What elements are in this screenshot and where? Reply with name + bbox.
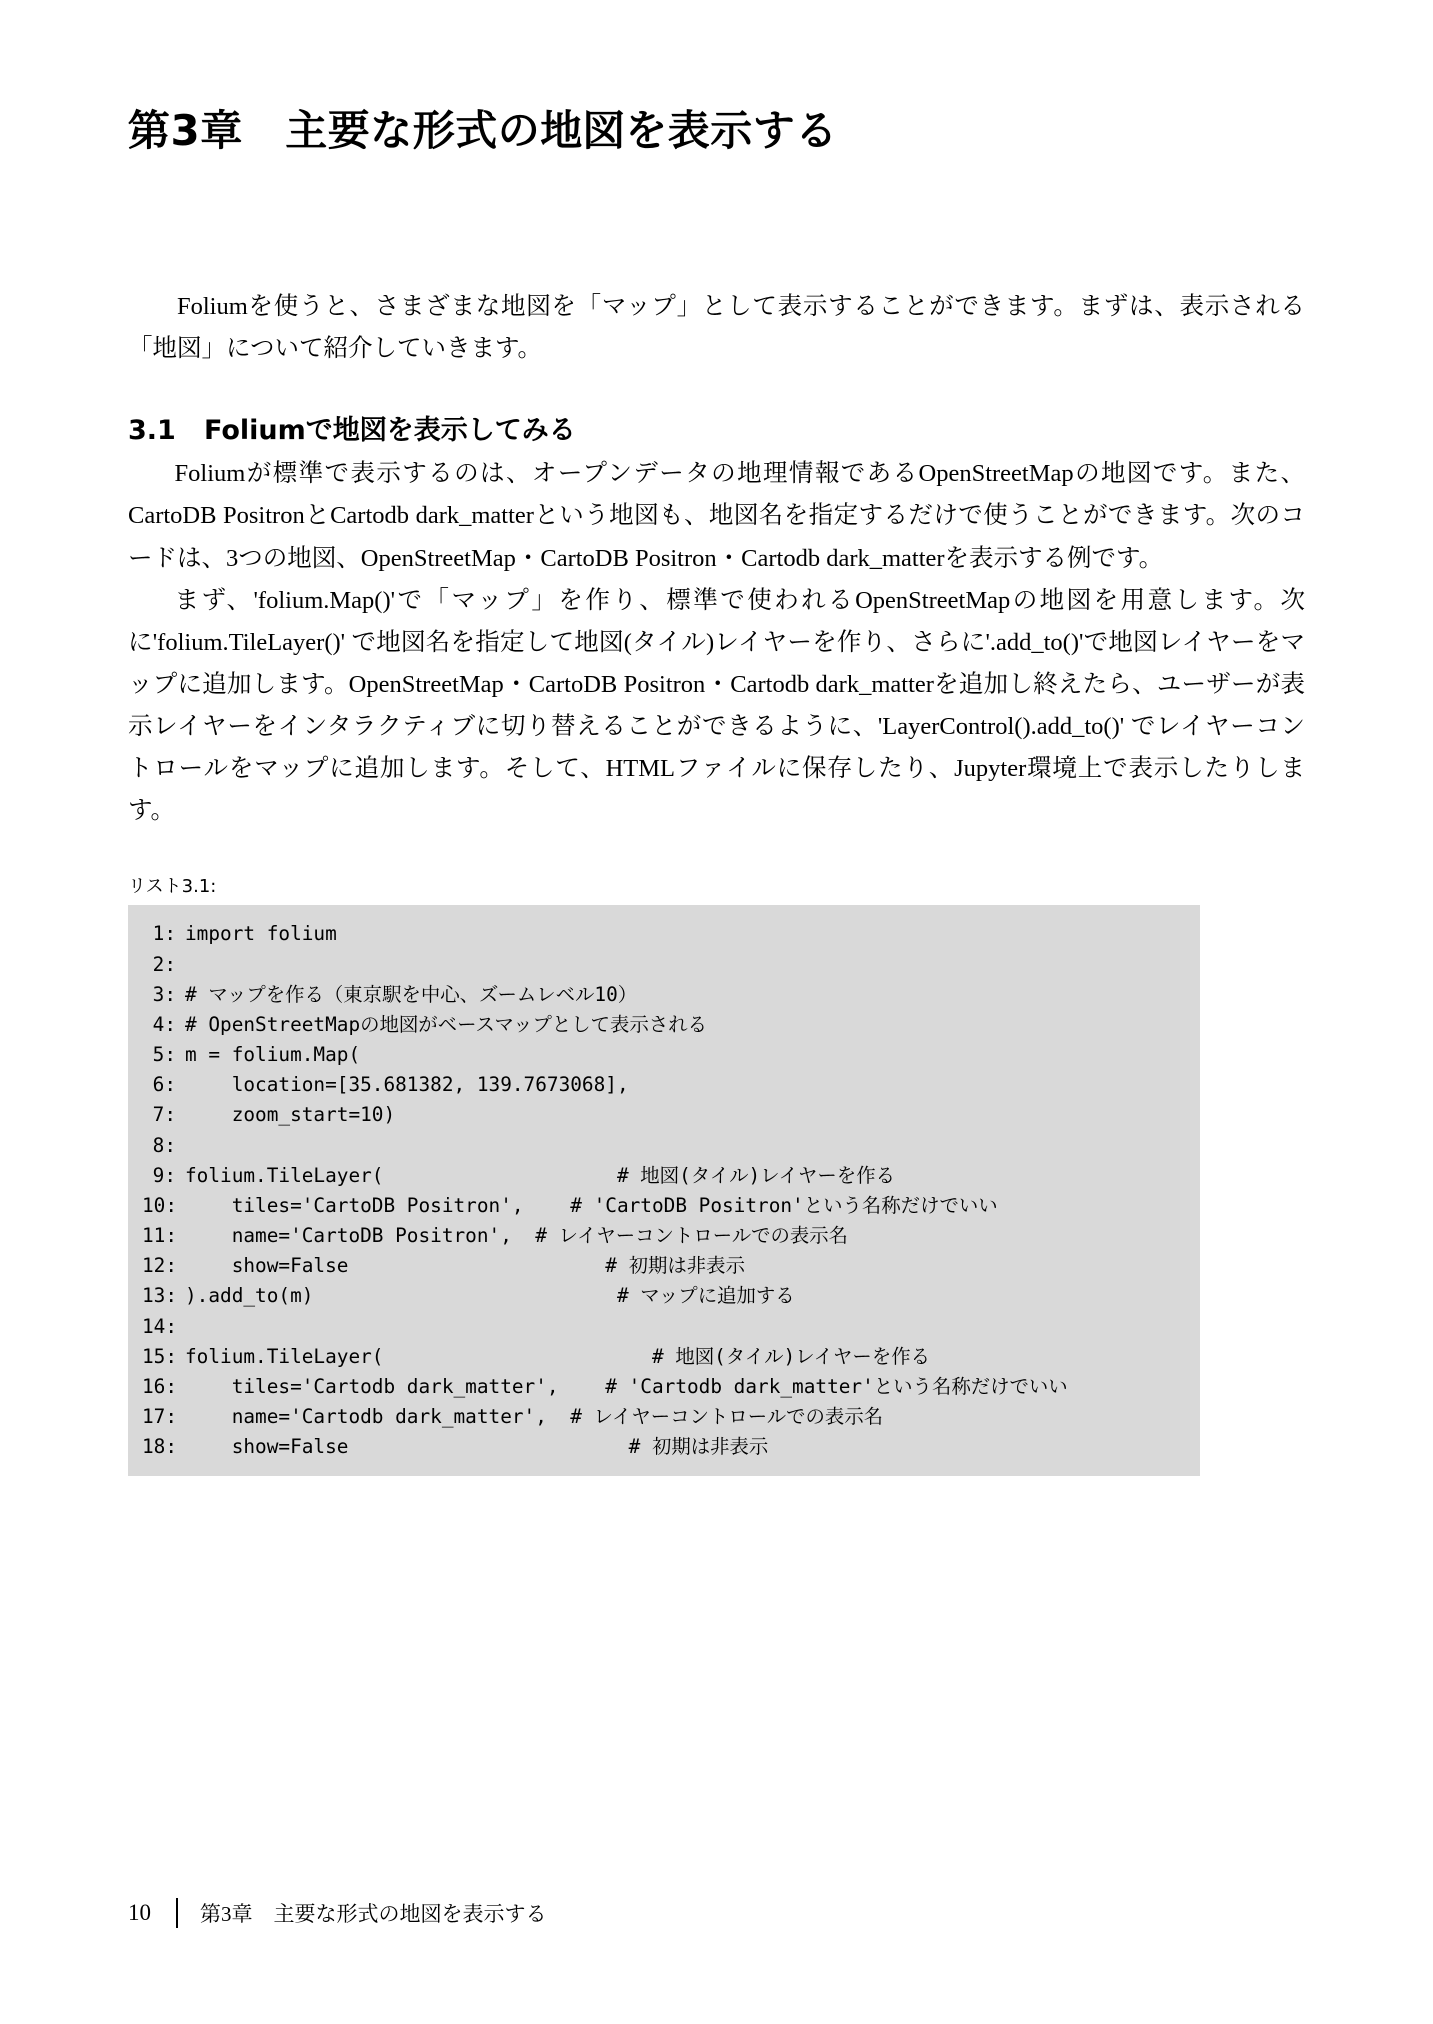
code-text: m = folium.Map( [185,1043,361,1067]
code-line [128,919,1200,949]
code-line [128,1100,1200,1130]
code-text: import folium [185,922,337,946]
line-number: 16: [142,1374,178,1398]
chapter-title: 第3章 主要な形式の地図を表示する [128,106,838,155]
code-text: tiles='Cartodb dark_matter', # 'Cartodb dark_matter'という名称だけでいい [185,1374,1068,1398]
body-paragraph-2: まず、'folium.Map()'で「マップ」を作り、標準で使われるOpenStreetMapの地図を用意します。次に'folium.TileLayer()' で地図名を指定して地図(タイル)レイヤーを作り、さらに'.add_to()'で地図レイヤーをマップに追加します。OpenStreetMap・CartoDB Positron・Cartodb dark_matterを追加し終えたら、ユーザーが表示レイヤーをインタラクティブに切り替えることができるように、'LayerControl().add_to()' でレイヤーコントロールをマップに追加します。そして、HTMLファイルに保存したり、Jupyter環境上で表示したりします。 [128,586,1305,825]
code-line [128,1040,1200,1070]
code-text: # OpenStreetMapの地図がベースマップとして表示される [185,1012,708,1036]
code-line [128,1432,1200,1462]
code-line [128,1312,1200,1342]
code-text: folium.TileLayer( # 地図(タイル)レイヤーを作る [185,1344,930,1368]
page-footer [128,1898,547,1928]
line-number: 7: [152,1103,176,1127]
section-number: 3.1 [128,415,176,447]
line-number: 4: [152,1012,176,1036]
code-line [128,1281,1200,1311]
body-paragraph-1: Foliumが標準で表示するのは、オープンデータの地理情報であるOpenStreetMapの地図です。また、CartoDB PositronとCartodb dark_matterという地図も、地図名を指定するだけで使うことができます。次のコードは、3つの地図、OpenStreetMap・CartoDB Positron・Cartodb dark_matterを表示する例です。 [128,460,1305,572]
listing-caption: リスト3.1: [128,876,217,898]
line-number: 8: [152,1133,176,1157]
code-line [128,1342,1200,1372]
code-text: location=[35.681382, 139.7673068], [185,1073,629,1097]
code-text: zoom_start=10) [185,1103,396,1127]
line-number: 17: [142,1405,178,1429]
code-line [128,1251,1200,1281]
line-number: 14: [142,1314,178,1338]
line-number: 5: [152,1043,176,1067]
code-line [128,1372,1200,1402]
code-line [128,1191,1200,1221]
code-text: tiles='CartoDB Positron', # 'CartoDB Positron'という名称だけでいい [185,1193,998,1217]
code-text: folium.TileLayer( # 地図(タイル)レイヤーを作る [185,1163,895,1187]
code-text: name='CartoDB Positron', # レイヤーコントロールでの表示名 [185,1224,849,1248]
line-number: 10: [142,1193,178,1217]
code-text: name='Cartodb dark_matter', # レイヤーコントロールでの表示名 [185,1405,884,1429]
code-line [128,950,1200,980]
section-heading [128,408,1305,447]
line-number: 11: [142,1224,178,1248]
code-line [128,1402,1200,1432]
code-text: show=False # 初期は非表示 [185,1435,769,1459]
footer-divider [176,1898,178,1928]
footer-page-number: 10 [128,1900,151,1925]
line-number: 6: [152,1073,176,1097]
line-number: 9: [152,1163,176,1187]
code-text: show=False # 初期は非表示 [185,1254,745,1278]
code-line [128,1131,1200,1161]
line-number: 13: [142,1284,178,1308]
line-number: 2: [152,952,176,976]
line-number: 18: [142,1435,178,1459]
intro-paragraph: Foliumを使うと、さまざまな地図を「マップ」として表示することができます。まずは、表示される「地図」について紹介していきます。 [128,293,1305,363]
line-number: 1: [152,922,176,946]
line-number: 15: [142,1344,178,1368]
code-line [128,980,1200,1010]
line-number: 12: [142,1254,178,1278]
code-line [128,1161,1200,1191]
section-title: Foliumで地図を表示してみる [204,415,576,447]
code-text: ).add_to(m) # マップに追加する [185,1284,795,1308]
line-number: 3: [152,982,176,1006]
footer-chapter-text: 第3章 主要な形式の地図を表示する [200,1902,547,1926]
code-line [128,1070,1200,1100]
code-text: # マップを作る（東京駅を中心、ズームレベル10） [185,982,638,1006]
code-line [128,1221,1200,1251]
code-line [128,1010,1200,1040]
code-listing [128,905,1200,1476]
